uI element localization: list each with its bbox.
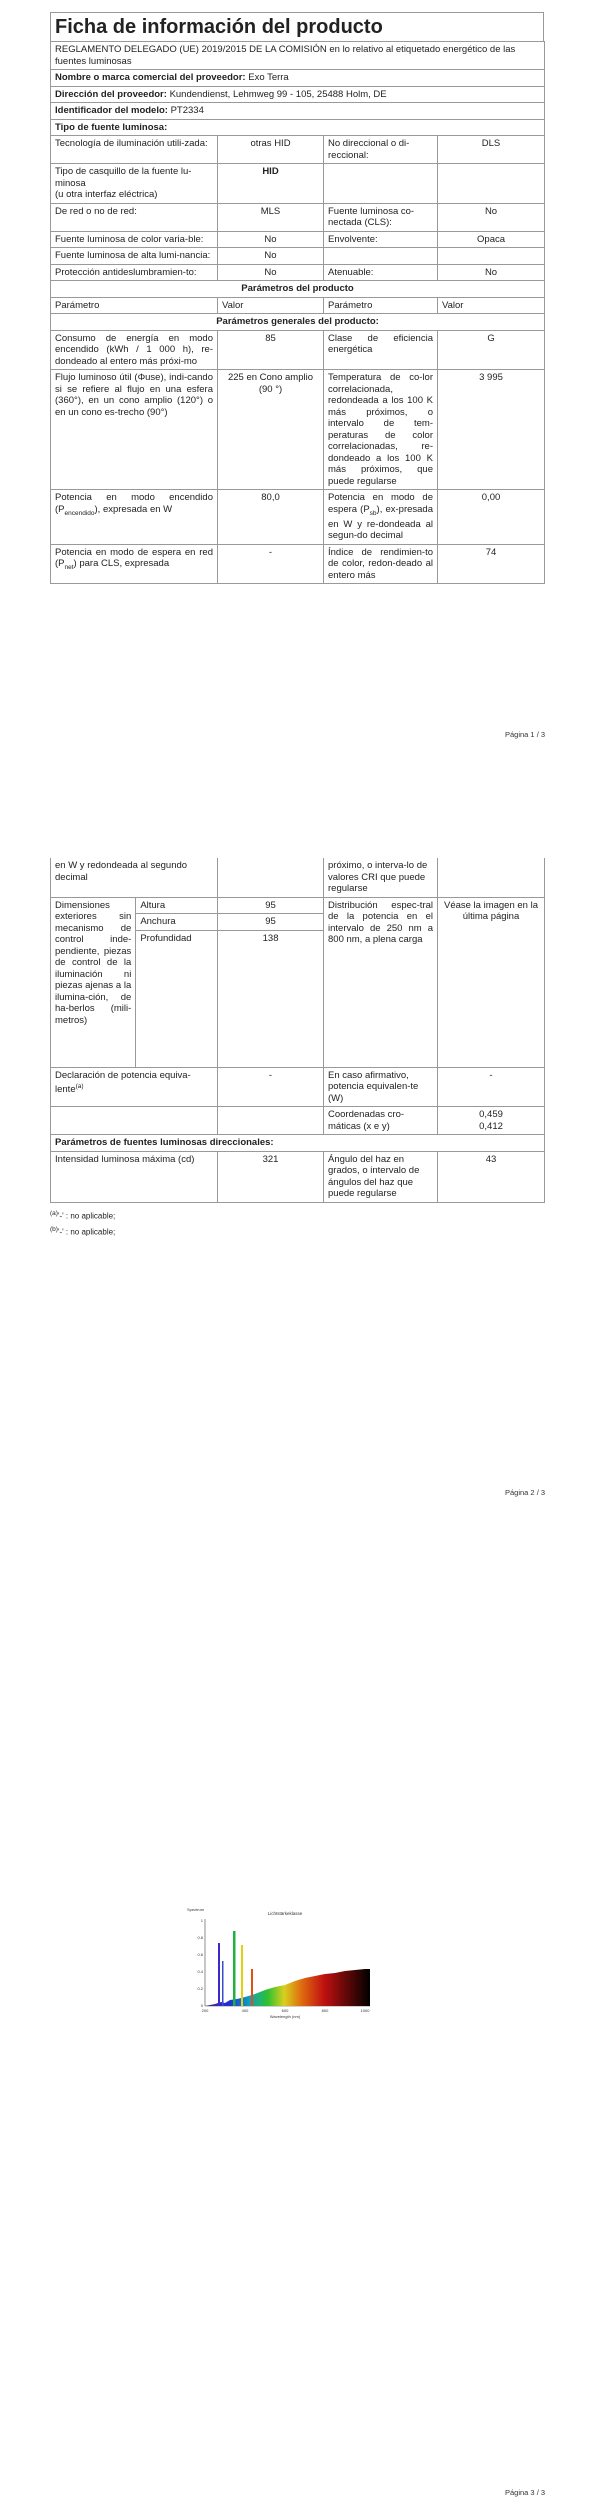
chroma-x: 0,459 [479,1109,503,1120]
spectrum-xtick: 400 [241,2008,249,2013]
row-value: DLS [438,136,545,164]
label-subscript: net [64,564,74,572]
row-label: Ángulo del haz en grados, o intervalo de ángulos del haz que puede regularse [324,1151,438,1202]
footnote-mark: (a) [50,1209,58,1217]
row-label [51,490,218,545]
table-row [51,370,545,490]
dim-value: 95 [218,898,323,914]
spectrum-ylabel: Spectrum [187,1907,205,1912]
spectrum-ytick: 0.8 [197,1935,203,1940]
row-label: Coordenadas cro-máticas (x e y) [324,1107,438,1135]
footnote-text: '-' : no aplicable; [57,1211,116,1221]
sheet-table-1 [50,41,545,584]
footnote [50,1223,544,1240]
spectrum-ytick: 0.2 [197,1986,203,1991]
label-part: Potencia en modo encendido (P [55,492,213,515]
dim-name: Altura [136,898,218,914]
dimensions-table [51,898,323,1067]
row-label [51,544,218,584]
row-label [324,248,438,265]
address-row [51,86,545,103]
spectrum-xtick: 600 [281,2008,289,2013]
label-part: Potencia en modo de espera en red (P [55,546,213,570]
table-row [51,136,545,164]
row-label: Fuente luminosa de color varia-ble: [51,231,218,248]
row-value: - [218,1067,324,1107]
params-heading: Parámetros del producto [51,281,545,298]
row-label: Protección antideslumbramien-to: [51,264,218,281]
product-sheet-continued [50,858,544,1240]
col-header-value: Valor [218,297,324,314]
col-header-value: Valor [438,297,545,314]
row-label: Atenuable: [324,264,438,281]
source-type-heading: Tipo de fuente luminosa: [51,119,545,136]
column-header-row [51,297,545,314]
spectrum-xtick: 800 [321,2008,329,2013]
table-row [51,1107,545,1135]
spectrum-xtick: 200 [201,2008,209,2013]
sheet-table-2 [50,858,545,1203]
row-value [218,1107,324,1135]
row-label: Fuente luminosa de alta lumi-nancia: [51,248,218,265]
table-row [51,1151,545,1202]
row-value: 43 [438,1151,545,1202]
dimensions-cell [51,897,324,1067]
model-label: Identificador del modelo: [55,105,168,116]
spectrum-peak [233,1931,236,2006]
row-value: No [218,231,324,248]
spectrum-ytick: 1 [200,1918,203,1923]
row-label: próximo, o interva-lo de valores CRI que puede regularse [324,858,438,897]
label-part: ) para CLS, expresada [73,558,170,570]
footnote [50,1207,544,1224]
row-label: Temperatura de co-lor correlacionada, redondeada a los 100 K más próximos, o intervalo de tem-peraturas de color correlacionadas, re-dondeado a los 100 K más próximos, que puede regularse [324,370,438,490]
footnote-mark: (b) [50,1226,58,1234]
row-value: No [438,264,545,281]
row-label: Distribución espec-tral de la potencia en el intervalo de 250 nm a 800 nm, a plena carga [324,897,438,1067]
page-1 [0,0,591,770]
spectrum-area [205,1969,370,2006]
label-part: ), expresada en W [94,503,173,515]
model-value: PT2334 [170,105,204,116]
dim-value: 138 [218,930,323,1067]
row-label-main: Tipo de casquillo de la fuente lu-minosa [55,166,192,189]
table-row [51,248,545,265]
row-label [324,164,438,204]
footnote-text: '-' : no aplicable; [57,1227,116,1237]
label-part: Declaración de potencia equiva-lente [55,1069,191,1096]
row-value: 80,0 [218,490,324,545]
row-label: Envolvente: [324,231,438,248]
row-value: otras HID [218,136,324,164]
row-label: Fuente luminosa co-nectada (CLS): [324,203,438,231]
spectrum-peak [241,1945,243,2006]
table-row [51,264,545,281]
row-label: Consumo de energía en modo encendido (kWh / 1 000 h), re-dondeado al entero más próxi-mo [51,330,218,370]
general-heading: Parámetros generales del producto: [51,314,545,331]
row-value: 85 [218,330,324,370]
dim-name: Anchura [136,914,218,931]
row-label: De red o no de red: [51,203,218,231]
table-row [51,490,545,545]
label-superscript: (a) [75,1083,84,1090]
label-subscript: sb [369,509,377,517]
row-value: 0,00 [438,490,545,545]
col-header-param: Parámetro [324,297,438,314]
spectrum-xlabel: Wavelength (nm) [269,2014,301,2019]
row-label: en W y redondeada al segundo decimal [51,858,218,897]
table-row [51,231,545,248]
spectrum-image [185,1905,385,2025]
spectrum-peak [218,1943,220,2006]
regulation-text: REGLAMENTO DELEGADO (UE) 2019/2015 DE LA COMISIÓN en lo relativo al etiquetado energético de las fuentes luminosas [51,42,545,70]
table-row [51,858,545,897]
address-label: Dirección del proveedor: [55,88,167,100]
row-value: Opaca [438,231,545,248]
row-value: 3 995 [438,370,545,490]
row-value [438,1107,545,1135]
col-header-param: Parámetro [51,297,218,314]
row-label: Intensidad luminosa máxima (cd) [51,1151,218,1202]
directional-heading: Parámetros de fuentes luminosas direccionales: [51,1135,545,1152]
row-value: HID [218,164,324,204]
row-value: 74 [438,544,545,584]
spectrum-ytick: 0.6 [197,1952,203,1957]
row-value: 321 [218,1151,324,1202]
dim-name: Profundidad [136,930,218,1067]
product-sheet [50,12,544,584]
dim-value: 95 [218,914,323,931]
footnotes [50,1207,544,1240]
page-number: Página 3 / 3 [505,2488,546,2497]
row-value: No [438,203,545,231]
row-value [218,858,324,897]
page-number: Página 1 / 3 [505,730,546,739]
supplier-row [51,70,545,87]
row-value: 225 en Cono amplio (90 °) [218,370,324,490]
row-value: - [218,544,324,584]
table-row [51,203,545,231]
spectrum-xtick: 1000 [360,2008,370,2013]
page-3 [0,1700,591,2510]
dimensions-label: Dimensiones exteriores sin mecanismo de control inde-pendiente, piezas de control de la iluminación ni piezas ajenas a la ilumina-ción, de ha-berlos (mili-metros) [51,898,136,1067]
page-number: Página 2 / 3 [505,1488,546,1497]
row-label-note: (u otra interfaz eléctrica) [55,189,158,200]
supplier-label: Nombre o marca comercial del proveedor: [55,72,246,83]
row-value: G [438,330,545,370]
page-2 [0,858,591,1658]
row-label [51,1067,218,1107]
row-label: Clase de eficiencia energética [324,330,438,370]
row-value: No [218,264,324,281]
chroma-y: 0,412 [479,1120,503,1132]
supplier-value: Exo Terra [248,72,289,83]
spectrum-peak [222,1961,224,2006]
address-value: Kundendienst, Lehmweg 99 - 105, 25488 Holm, DE [169,88,387,100]
row-value: MLS [218,203,324,231]
table-row [51,897,545,1067]
row-label: Tecnología de iluminación utili-zada: [51,136,218,164]
label-subscript: encendido [64,509,95,517]
page-title: Ficha de información del producto [50,12,544,41]
spectrum-ytick: 0.4 [197,1969,203,1974]
row-value: Véase la imagen en la última página [438,897,545,1067]
table-row [51,164,545,204]
model-row [51,103,545,120]
label-part: Potencia en modo de espera (P [328,492,433,515]
row-value: - [438,1067,545,1107]
table-row [51,544,545,584]
row-label [51,1107,218,1135]
row-value [438,858,545,897]
row-label: Flujo luminoso útil (Φuse), indi-cando si se refiere al flujo en una esfera (360°), en un cono amplio (120°) o en un cono es-trecho (90°) [51,370,218,490]
row-label: Índice de rendimien-to de color, redon-deado al entero más [324,544,438,584]
row-label [324,490,438,545]
spectrum-title: Lichtstärkeklasse [267,1911,303,1916]
row-value: No [218,248,324,265]
spectrum-peak [251,1969,253,2006]
spectrum-ytick: 0 [200,2003,203,2008]
row-label: En caso afirmativo, potencia equivalen-te (W) [324,1067,438,1107]
row-label [51,164,218,204]
row-value [438,248,545,265]
table-row [51,330,545,370]
label-part: ), ex-presada en W y re-dondeada al segun-do decimal [328,503,433,542]
row-value [438,164,545,204]
table-row [51,1067,545,1107]
row-label: No direccional o di-reccional: [324,136,438,164]
